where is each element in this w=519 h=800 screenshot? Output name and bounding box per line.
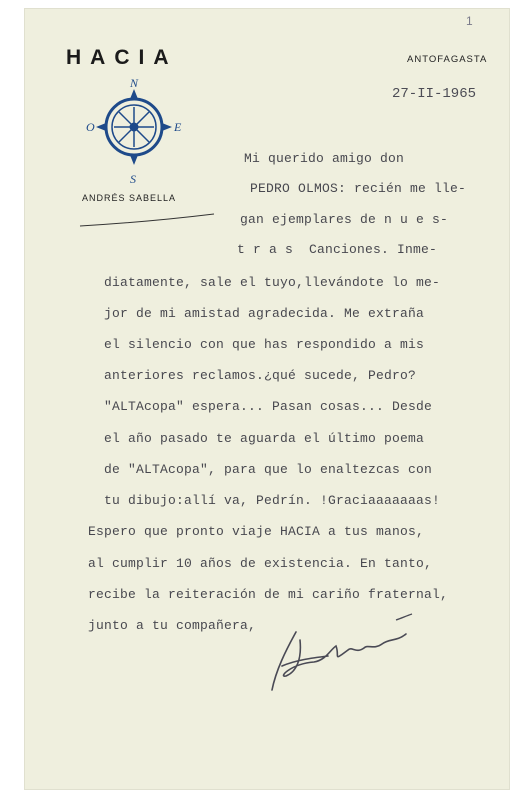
body-line: Mi querido amigo don bbox=[244, 151, 405, 166]
compass-rose-icon bbox=[84, 75, 184, 185]
body-line: diatamente, sale el tuyo,llevándote lo me- bbox=[104, 275, 441, 290]
page-number: 1 bbox=[466, 14, 473, 28]
body-line: jor de mi amistad agradecida. Me extraña bbox=[104, 306, 425, 321]
body-line: recibe la reiteración de mi cariño fraternal, bbox=[88, 587, 449, 602]
body-line: al cumplir 10 años de existencia. En tanto, bbox=[88, 556, 433, 571]
compass-east-label: E bbox=[174, 120, 182, 134]
body-line: el año pasado te aguarda el último poema bbox=[104, 431, 425, 446]
body-line: t r a s Canciones. Inme- bbox=[237, 242, 438, 257]
signature bbox=[256, 610, 436, 700]
body-line: el silencio con que has respondido a mis bbox=[104, 337, 425, 352]
letterhead-place: ANTOFAGASTA bbox=[407, 54, 488, 65]
letter-date: 27-II-1965 bbox=[392, 86, 477, 102]
body-line: "ALTAcopa" espera... Pasan cosas... Desde bbox=[104, 399, 433, 414]
body-line: gan ejemplares de n u e s- bbox=[240, 212, 449, 227]
compass-west-label: O bbox=[86, 120, 95, 134]
letterhead-title: HACIA bbox=[66, 46, 178, 69]
body-line: junto a tu compañera, bbox=[88, 618, 257, 633]
letterhead-rule bbox=[78, 208, 216, 230]
body-line: tu dibujo:allí va, Pedrín. !Graciaaaaaaas! bbox=[104, 493, 441, 508]
body-line: anteriores reclamos.¿qué sucede, Pedro? bbox=[104, 368, 417, 383]
compass-north-label: N bbox=[130, 76, 139, 90]
body-line: Espero que pronto viaje HACIA a tus manos, bbox=[88, 524, 425, 539]
body-line: PEDRO OLMOS: recién me lle- bbox=[250, 181, 467, 196]
letterhead-author: ANDRÉS SABELLA bbox=[82, 193, 177, 203]
compass-south-label: S bbox=[130, 172, 136, 185]
body-line: de "ALTAcopa", para que lo enaltezcas con bbox=[104, 462, 433, 477]
